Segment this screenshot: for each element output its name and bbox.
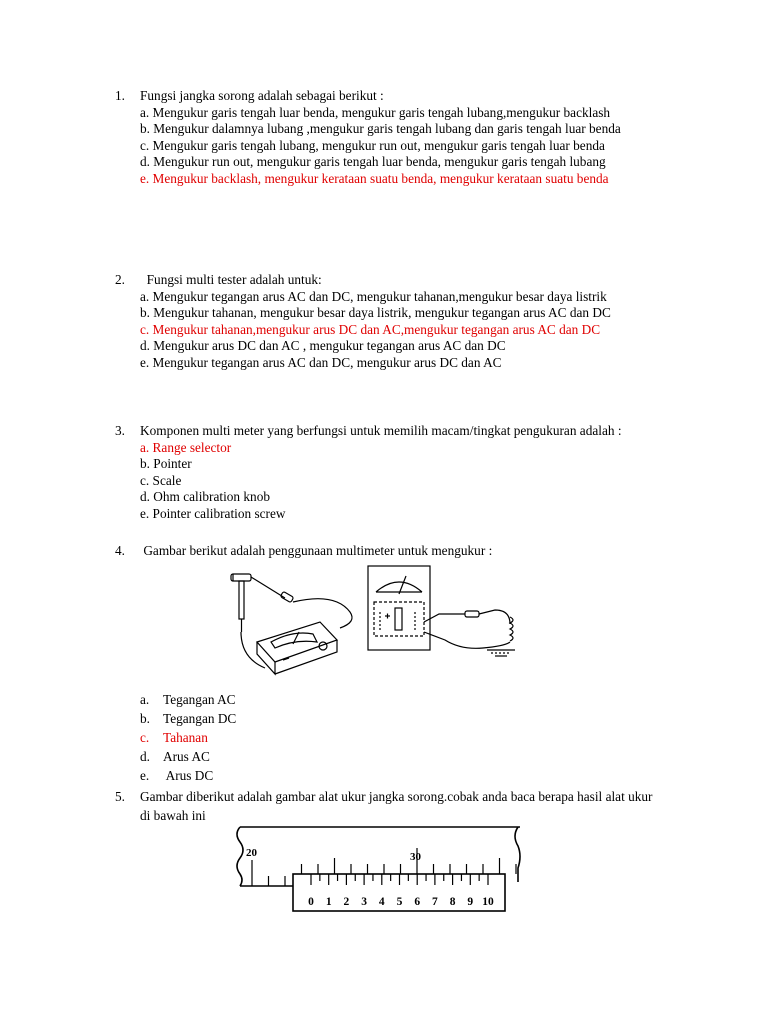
question-text: Fungsi multi tester adalah untuk: xyxy=(140,272,322,287)
question-1 xyxy=(115,88,675,188)
vernier-label: 5 xyxy=(396,896,403,908)
vernier-label: 6 xyxy=(414,896,421,908)
vernier-label: 9 xyxy=(467,896,474,908)
vernier-label: 0 xyxy=(308,896,314,908)
question-number: 2. xyxy=(115,272,125,287)
main-label-20: 20 xyxy=(246,847,257,859)
option-b: b. Mengukur tahanan, mengukur besar daya listrik, mengukur tegangan arus AC dan DC xyxy=(140,305,611,321)
option-b: b. Pointer xyxy=(140,456,192,472)
option-a: a. Mengukur tegangan arus AC dan DC, mengukur tahanan,mengukur besar daya listrik xyxy=(140,288,607,304)
meter-schematic-icon xyxy=(368,566,430,650)
vernier-label: 1 xyxy=(325,896,332,908)
option-c: c. Mengukur garis tengah lubang, mengukur run out, mengukur garis tengah luar benda xyxy=(140,137,605,153)
main-scale-ticks xyxy=(252,848,516,886)
vernier-label: 7 xyxy=(432,896,438,908)
question-number: 1. xyxy=(115,88,125,103)
question-4 xyxy=(115,543,675,560)
question-number: 3. xyxy=(115,423,125,438)
analog-meter-icon xyxy=(241,622,337,674)
probe-left-icon xyxy=(231,574,352,632)
question-2 xyxy=(115,272,675,372)
multimeter-illustration xyxy=(225,562,525,688)
option-e: e. Pointer calibration screw xyxy=(140,505,286,521)
option-e: e. Mengukur tegangan arus AC dan DC, mengukur arus DC dan AC xyxy=(140,354,502,370)
vernier-label: 2 xyxy=(343,896,350,908)
vernier-caliper-diagram xyxy=(230,824,525,914)
option-c-answer: c. Mengukur tahanan,mengukur arus DC dan AC,mengukur tegangan arus AC dan DC xyxy=(140,321,601,337)
vernier-label: 3 xyxy=(361,896,367,908)
vernier-label: 10 xyxy=(482,896,494,908)
question-text: Fungsi jangka sorong adalah sebagai berikut : xyxy=(140,88,384,103)
option-d: d. Ohm calibration knob xyxy=(140,489,270,505)
question-number: 5. xyxy=(115,789,125,804)
question-text: Komponen multi meter yang berfungsi untuk memilih macam/tingkat pengukuran adalah : xyxy=(140,423,622,438)
option-c: c. Scale xyxy=(140,472,182,488)
option-a: a. Mengukur garis tengah luar benda, mengukur garis tengah lubang,mengukur backlash xyxy=(140,104,611,120)
option-list xyxy=(115,289,675,372)
option-list xyxy=(115,105,675,188)
vernier-label: 4 xyxy=(378,896,385,908)
question-text: Gambar diberikut adalah gambar alat ukur jangka sorong.cobak anda baca berapa hasil alat ukur di bawah ini xyxy=(140,789,653,823)
option-list xyxy=(115,440,675,523)
coil-circuit-icon xyxy=(424,610,515,656)
question-5 xyxy=(115,787,675,825)
option-b: b. Mengukur dalamnya lubang ,mengukur garis tengah lubang dan garis tengah luar benda xyxy=(140,121,621,137)
question-text: Gambar berikut adalah penggunaan multimeter untuk mengukur : xyxy=(140,543,493,558)
option-a-answer: a. Range selector xyxy=(140,439,232,455)
option-e-answer: e. Mengukur backlash, mengukur kerataan suatu benda, mengukur kerataan suatu benda xyxy=(140,170,609,186)
question-number: 4. xyxy=(115,543,125,558)
vernier-scale-ticks xyxy=(311,874,488,885)
main-label-30: 30 xyxy=(410,851,421,863)
option-d: d. Mengukur run out, mengukur garis tengah luar benda, mengukur garis tengah lubang xyxy=(140,154,606,170)
question-3 xyxy=(115,423,675,523)
option-d: d. Mengukur arus DC dan AC , mengukur tegangan arus AC dan DC xyxy=(140,338,506,354)
vernier-label: 8 xyxy=(449,896,456,908)
